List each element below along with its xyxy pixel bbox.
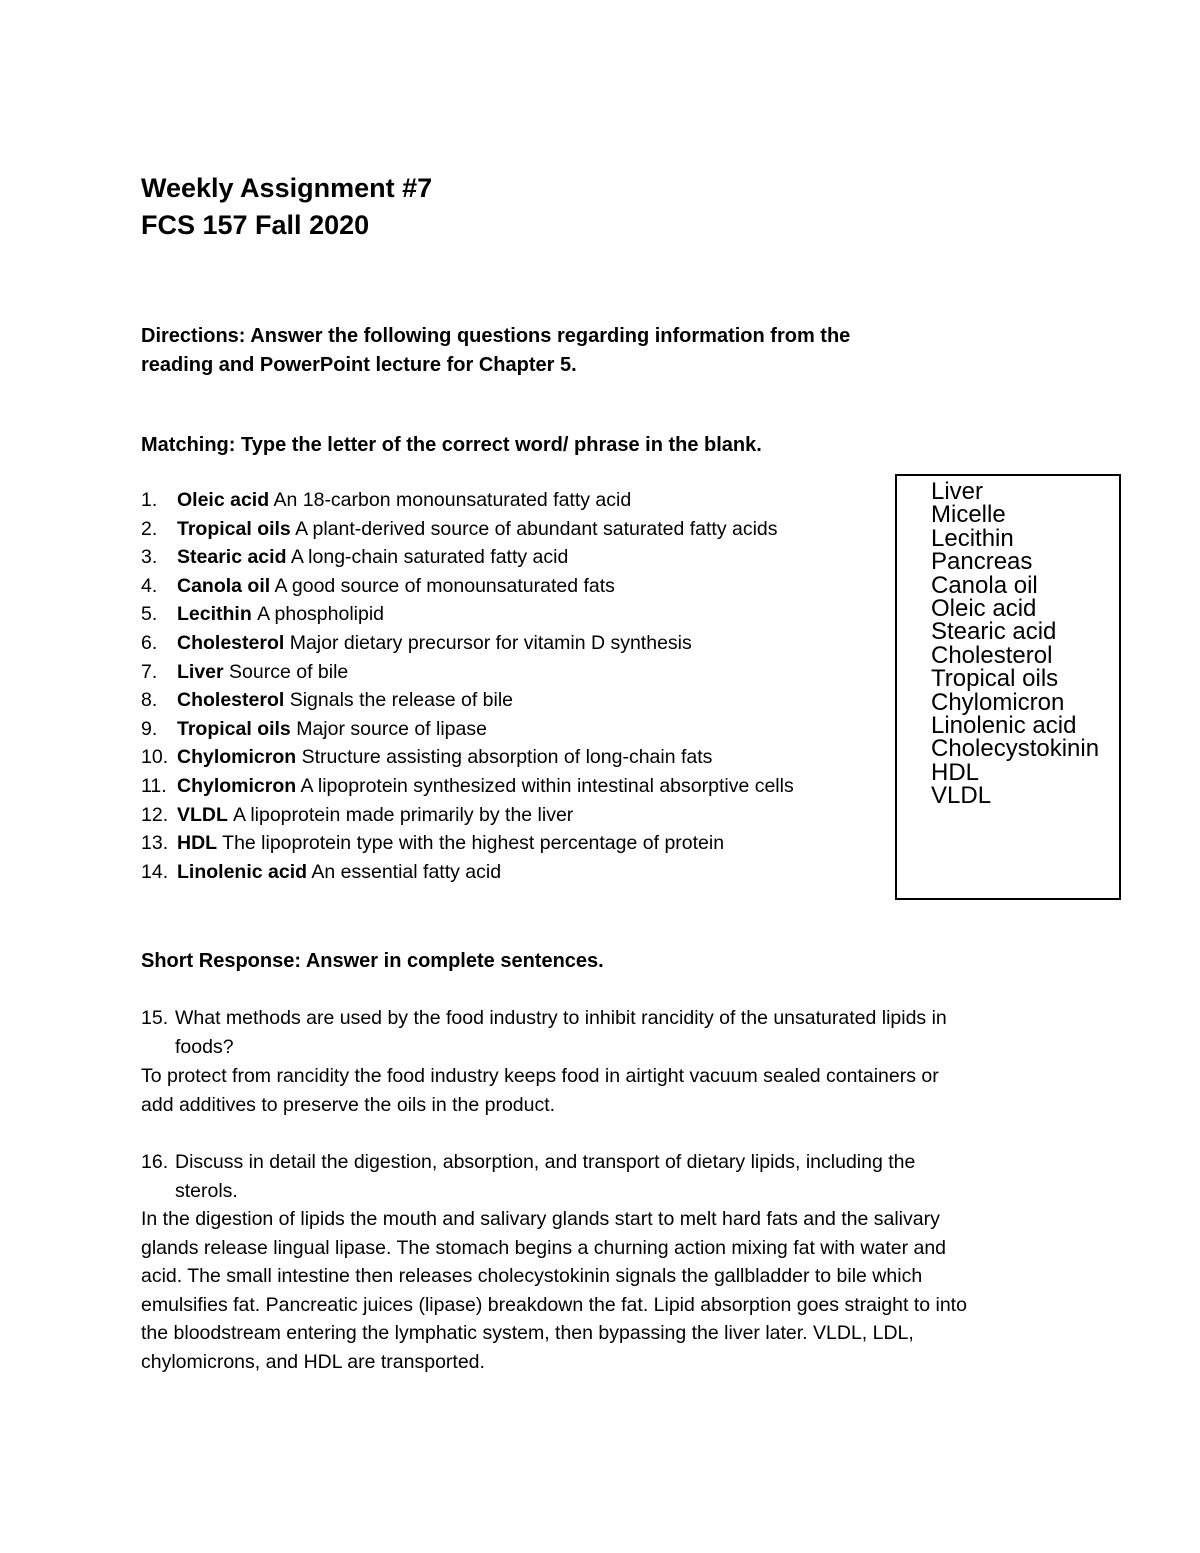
item-number: 7. [141, 660, 158, 683]
item-number: 11. [141, 774, 167, 797]
item-answer: Stearic acid [177, 546, 287, 569]
word-bank-term: Oleic acid [931, 595, 1037, 623]
matching-item [141, 572, 881, 601]
question-number: 16. [141, 1151, 169, 1173]
word-bank-term: VLDL [931, 782, 992, 810]
item-answer: HDL [177, 832, 218, 855]
matching-item [141, 686, 881, 715]
question-text-line-1: What methods are used by the food industry to inhibit rancidity of the unsaturated lipids in [175, 1007, 947, 1029]
word-bank-box [895, 474, 1121, 900]
item-answer: Chylomicron [177, 746, 297, 769]
item-description: A lipoprotein made primarily by the liver [232, 803, 574, 826]
word-bank-list [931, 480, 1119, 808]
word-bank-term: Chylomicron [931, 688, 1065, 716]
item-number: 12. [141, 803, 169, 826]
answer-line: In the digestion of lipids the mouth and salivary glands start to melt hard fats and the salivary [141, 1208, 940, 1230]
item-description: Source of bile [229, 660, 349, 683]
answer-15 [141, 1062, 1071, 1119]
item-answer: Cholesterol [177, 631, 285, 654]
word-bank-term: Linolenic acid [931, 712, 1077, 740]
item-number: 1. [141, 489, 158, 511]
item-description: Major source of lipase [296, 717, 487, 740]
course-title: FCS 157 Fall 2020 [141, 210, 370, 240]
assignment-title: Weekly Assignment #7 [141, 173, 433, 203]
answer-line: emulsifies fat. Pancreatic juices (lipase) breakdown the fat. Lipid absorption goes straight to into [141, 1293, 967, 1316]
word-bank-term: Canola oil [931, 571, 1038, 599]
matching-item [141, 715, 881, 744]
item-description: A plant-derived source of abundant saturated fatty acids [295, 517, 778, 540]
matching-item [141, 486, 881, 515]
matching-item [141, 629, 881, 658]
word-bank-term: Pancreas [931, 548, 1033, 576]
answer-line: the bloodstream entering the lymphatic system, then bypassing the liver later. VLDL, LDL, [141, 1322, 914, 1344]
item-description: A lipoprotein synthesized within intestinal absorptive cells [300, 774, 794, 797]
matching-item [141, 658, 881, 687]
item-number: 14. [141, 860, 169, 883]
answer-line: chylomicrons, and HDL are transported. [141, 1350, 485, 1373]
matching-item [141, 772, 881, 801]
item-number: 13. [141, 832, 169, 855]
question-text-line-1: Discuss in detail the digestion, absorption, and transport of dietary lipids, including the [175, 1151, 916, 1173]
item-answer: Oleic acid [177, 489, 270, 511]
answer-line: glands release lingual lipase. The stomach begins a churning action mixing fat with water and [141, 1236, 947, 1259]
item-description: A phospholipid [257, 603, 385, 626]
item-answer: Liver [177, 660, 230, 683]
item-number: 9. [141, 717, 158, 740]
item-number: 5. [141, 603, 158, 626]
word-bank-term: Tropical oils [931, 665, 1059, 693]
word-bank-term: Cholecystokinin [931, 735, 1100, 763]
word-bank-term: HDL [931, 758, 980, 786]
directions-line-1: Directions: Answer the following questions regarding information from the [141, 325, 851, 347]
matching-item [141, 600, 881, 629]
item-number: 3. [141, 546, 158, 569]
matching-item [141, 515, 881, 544]
word-bank-term: Stearic acid [931, 618, 1057, 646]
matching-heading: Matching: Type the letter of the correct word/ phrase in the blank. [141, 434, 762, 456]
item-description: An 18-carbon monounsaturated fatty acid [273, 489, 632, 511]
word-bank-term: Micelle [931, 501, 1006, 529]
item-answer: Lecithin [177, 603, 258, 626]
item-answer: Chylomicron [177, 774, 297, 797]
item-answer: Cholesterol [177, 689, 285, 712]
item-number: 8. [141, 689, 158, 712]
question-15 [141, 1004, 1061, 1062]
item-answer: Tropical oils [177, 717, 291, 740]
item-number: 10. [141, 746, 169, 769]
matching-item [141, 829, 881, 858]
question-number: 15. [141, 1007, 169, 1029]
question-16 [141, 1148, 1061, 1206]
answer-line: add additives to preserve the oils in the product. [141, 1093, 556, 1116]
matching-item [141, 543, 881, 572]
item-description: The lipoprotein type with the highest percentage of protein [222, 832, 725, 855]
answer-16 [141, 1205, 1071, 1376]
matching-item [141, 743, 881, 772]
item-answer: VLDL [177, 803, 233, 826]
matching-list [141, 486, 881, 886]
item-description: Structure assisting absorption of long-chain fats [301, 746, 713, 769]
item-answer: Canola oil [177, 574, 271, 597]
item-description: An essential fatty acid [311, 860, 502, 883]
item-answer: Linolenic acid [177, 860, 308, 883]
item-description: Signals the release of bile [289, 689, 514, 712]
directions-line-2: reading and PowerPoint lecture for Chapter 5. [141, 354, 577, 376]
item-description: A good source of monounsaturated fats [274, 574, 615, 597]
item-description: A long-chain saturated fatty acid [290, 546, 569, 569]
question-text-line-2: foods? [175, 1036, 234, 1058]
word-bank-term: Lecithin [931, 524, 1014, 552]
item-answer: Tropical oils [177, 517, 291, 540]
matching-item [141, 801, 881, 830]
question-text-line-2: sterols. [175, 1180, 238, 1202]
answer-line: To protect from rancidity the food industry keeps food in airtight vacuum sealed containers or [141, 1065, 939, 1087]
short-response-heading: Short Response: Answer in complete sentences. [141, 950, 604, 972]
item-description: Major dietary precursor for vitamin D synthesis [289, 631, 692, 654]
item-number: 6. [141, 631, 158, 654]
word-bank-term: Cholesterol [931, 641, 1053, 669]
item-number: 4. [141, 574, 158, 597]
matching-item [141, 858, 881, 887]
word-bank-term: Liver [931, 478, 984, 505]
answer-line: acid. The small intestine then releases cholecystokinin signals the gallbladder to bile which [141, 1265, 923, 1287]
item-number: 2. [141, 517, 158, 540]
